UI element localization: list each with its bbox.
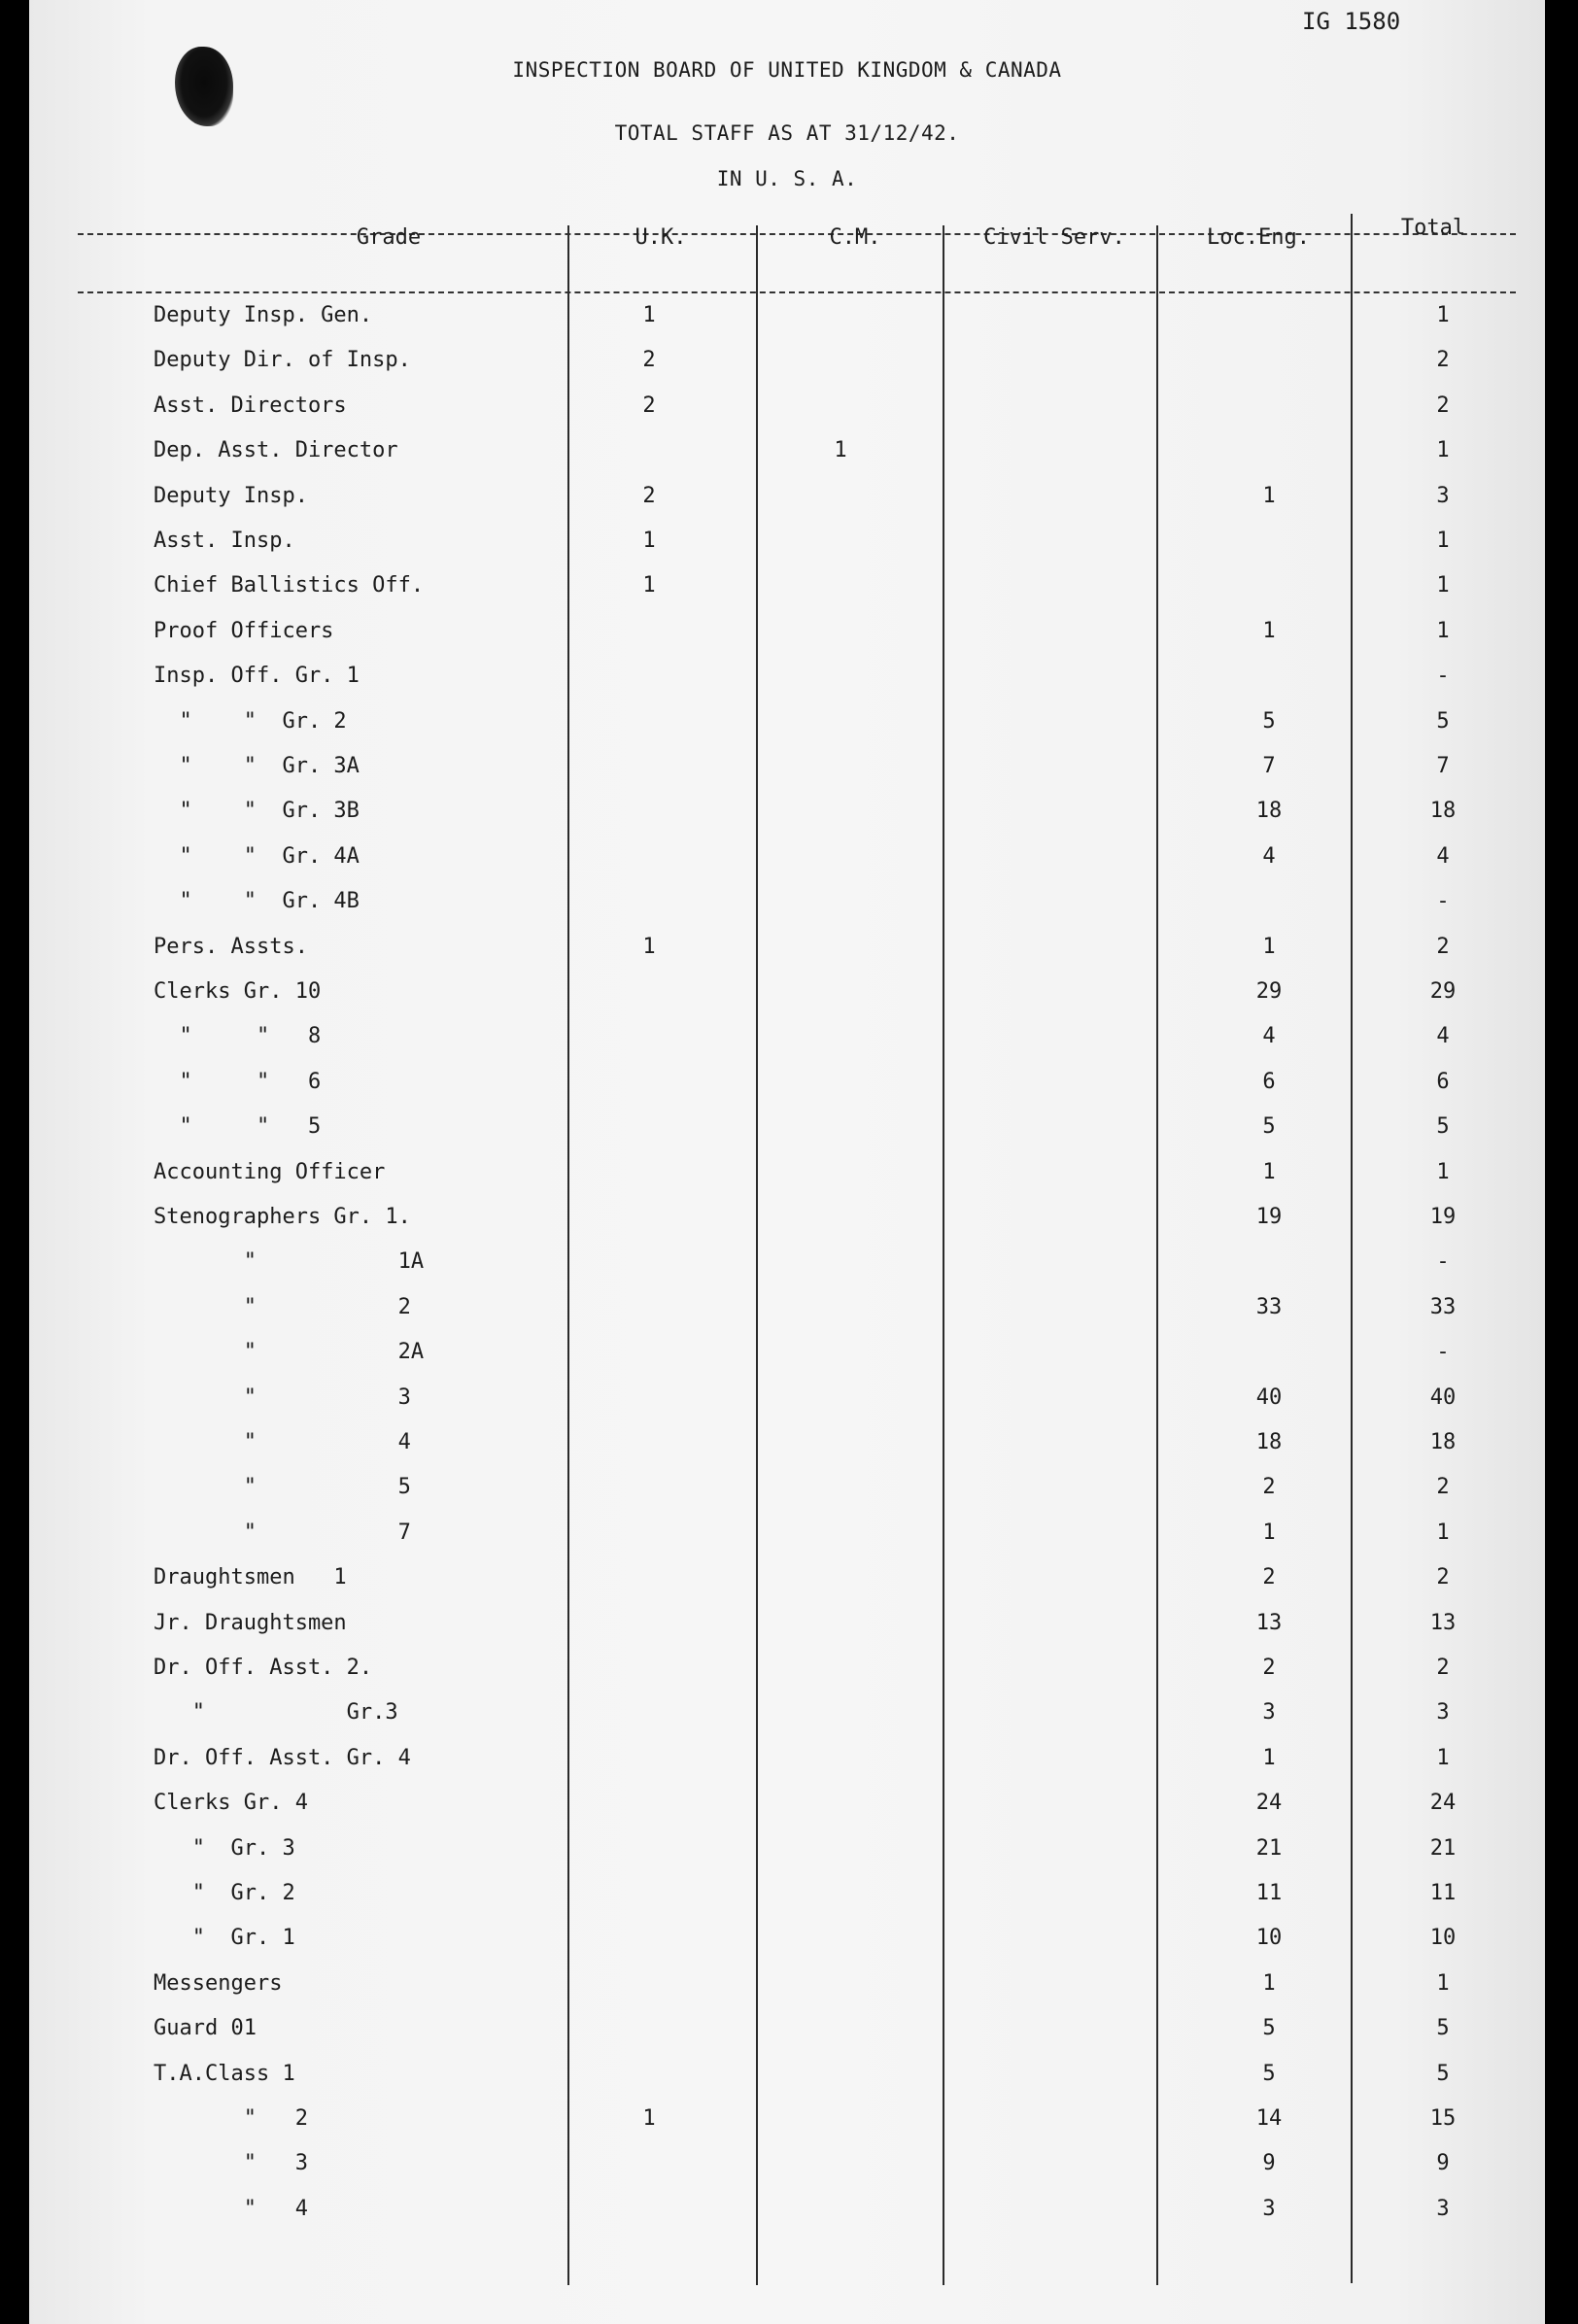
loc-eng-cell: 1 xyxy=(1262,1970,1276,1996)
grade-cell: Chief Ballistics Off. xyxy=(154,573,425,598)
total-cell: 40 xyxy=(1429,1384,1457,1410)
grade-cell: " 7 xyxy=(154,1520,411,1545)
document-reference: IG 1580 xyxy=(1302,8,1401,35)
table-row xyxy=(29,1385,1545,1424)
grade-cell: " 2A xyxy=(154,1340,425,1365)
total-cell: 2 xyxy=(1436,348,1450,373)
grade-cell: " " 8 xyxy=(154,1024,322,1049)
uk-cell: 1 xyxy=(642,934,656,959)
table-row xyxy=(29,1430,1545,1469)
total-cell: 2 xyxy=(1436,1475,1450,1500)
loc-eng-cell: 1 xyxy=(1262,1159,1276,1184)
total-cell: 4 xyxy=(1436,843,1450,869)
table-row xyxy=(29,1249,1545,1288)
table-row xyxy=(29,2062,1545,2101)
total-cell: 7 xyxy=(1436,754,1450,778)
table-row xyxy=(29,1971,1545,2010)
total-cell: 4 xyxy=(1436,1024,1450,1049)
grade-cell: " 2 xyxy=(154,2106,308,2131)
loc-eng-cell: 10 xyxy=(1255,1926,1283,1951)
grade-cell: " 4 xyxy=(154,1430,411,1454)
grade-cell: " Gr. 2 xyxy=(154,1881,295,1905)
table-row xyxy=(29,1926,1545,1965)
table-row xyxy=(29,1340,1545,1379)
header-cm: C.M. xyxy=(829,225,881,250)
grade-cell: " Gr. 3 xyxy=(154,1835,295,1861)
grade-cell: Clerks Gr. 4 xyxy=(154,1791,308,1816)
grade-cell: " " 5 xyxy=(154,1114,322,1140)
uk-cell: 2 xyxy=(642,393,656,418)
total-cell: - xyxy=(1436,1249,1450,1275)
grade-cell: Deputy Insp. xyxy=(154,483,308,508)
loc-eng-cell: 1 xyxy=(1262,1745,1276,1770)
table-row xyxy=(29,1881,1545,1920)
loc-eng-cell: 3 xyxy=(1262,1700,1276,1726)
loc-eng-cell: 40 xyxy=(1255,1384,1283,1410)
grade-cell: " " Gr. 3A xyxy=(154,754,360,778)
loc-eng-cell: 14 xyxy=(1255,2106,1283,2131)
table-row xyxy=(29,393,1545,432)
total-cell: 1 xyxy=(1436,618,1450,643)
total-cell: 5 xyxy=(1436,2016,1450,2041)
total-cell: 19 xyxy=(1429,1205,1457,1229)
table-row xyxy=(29,1836,1545,1875)
uk-cell: 2 xyxy=(642,483,656,508)
table-row xyxy=(29,1295,1545,1334)
grade-cell: " 5 xyxy=(154,1475,411,1500)
table-row xyxy=(29,1070,1545,1109)
grade-cell: Asst. Insp. xyxy=(154,529,295,553)
grade-cell: Guard 01 xyxy=(154,2016,257,2041)
table-header-rule xyxy=(78,291,1516,293)
total-cell: 3 xyxy=(1436,2196,1450,2221)
total-cell: - xyxy=(1436,1340,1450,1365)
total-cell: 3 xyxy=(1436,483,1450,508)
table-row xyxy=(29,1160,1545,1199)
document-location: IN U. S. A. xyxy=(716,167,858,190)
table-row xyxy=(29,844,1545,883)
table-row xyxy=(29,889,1545,928)
grade-cell: Pers. Assts. xyxy=(154,934,308,959)
loc-eng-cell: 1 xyxy=(1262,934,1276,959)
total-cell: 1 xyxy=(1436,573,1450,598)
loc-eng-cell: 11 xyxy=(1255,1881,1283,1905)
loc-eng-cell: 1 xyxy=(1262,483,1276,508)
loc-eng-cell: 21 xyxy=(1255,1835,1283,1861)
loc-eng-cell: 5 xyxy=(1262,1114,1276,1140)
total-cell: 24 xyxy=(1429,1791,1457,1816)
total-cell: 9 xyxy=(1436,2151,1450,2176)
table-row xyxy=(29,438,1545,477)
table-row xyxy=(29,2016,1545,2055)
grade-cell: " " Gr. 3B xyxy=(154,799,360,824)
total-cell: 5 xyxy=(1436,1114,1450,1140)
loc-eng-cell: 5 xyxy=(1262,2061,1276,2086)
loc-eng-cell: 18 xyxy=(1255,1430,1283,1454)
grade-cell: Deputy Dir. of Insp. xyxy=(154,348,411,373)
loc-eng-cell: 1 xyxy=(1262,618,1276,643)
total-cell: 5 xyxy=(1436,2061,1450,2086)
table-row xyxy=(29,754,1545,793)
total-cell: 2 xyxy=(1436,1656,1450,1680)
table-row xyxy=(29,979,1545,1018)
grade-cell: Draughtsmen 1 xyxy=(154,1565,347,1590)
grade-cell: " Gr.3 xyxy=(154,1700,398,1726)
total-cell: 1 xyxy=(1436,438,1450,463)
total-cell: 5 xyxy=(1436,708,1450,734)
header-civil-serv: Civil Serv. xyxy=(983,225,1125,250)
document-title: INSPECTION BOARD OF UNITED KINGDOM & CANADA xyxy=(512,58,1062,82)
grade-cell: T.A.Class 1 xyxy=(154,2061,295,2086)
uk-cell: 1 xyxy=(642,529,656,553)
grade-cell: " 1A xyxy=(154,1249,425,1275)
grade-cell: Asst. Directors xyxy=(154,393,347,418)
grade-cell: Stenographers Gr. 1. xyxy=(154,1205,411,1229)
total-cell: 11 xyxy=(1429,1881,1457,1905)
table-row xyxy=(29,303,1545,342)
document-subtitle: TOTAL STAFF AS AT 31/12/42. xyxy=(614,121,960,145)
loc-eng-cell: 6 xyxy=(1262,1069,1276,1094)
table-row xyxy=(29,2106,1545,2145)
grade-cell: Dep. Asst. Director xyxy=(154,438,398,463)
total-cell: 18 xyxy=(1429,1430,1457,1454)
table-row xyxy=(29,484,1545,523)
grade-cell: " 3 xyxy=(154,2151,308,2176)
table-row xyxy=(29,1024,1545,1063)
loc-eng-cell: 2 xyxy=(1262,1475,1276,1500)
loc-eng-cell: 4 xyxy=(1262,1024,1276,1049)
header-grade: Grade xyxy=(356,225,422,250)
total-cell: 2 xyxy=(1436,1565,1450,1590)
header-total: Total xyxy=(1400,216,1466,240)
grade-cell: Deputy Insp. Gen. xyxy=(154,303,373,327)
loc-eng-cell: 13 xyxy=(1255,1610,1283,1635)
grade-cell: " " Gr. 2 xyxy=(154,708,347,734)
table-row xyxy=(29,1565,1545,1604)
table-row xyxy=(29,1656,1545,1694)
grade-cell: Accounting Officer xyxy=(154,1159,386,1184)
uk-cell: 1 xyxy=(642,573,656,598)
grade-cell: Dr. Off. Asst. Gr. 4 xyxy=(154,1745,411,1770)
total-cell: 33 xyxy=(1429,1294,1457,1319)
loc-eng-cell: 5 xyxy=(1262,2016,1276,2041)
total-cell: - xyxy=(1436,664,1450,689)
grade-cell: Clerks Gr. 10 xyxy=(154,979,322,1004)
table-row xyxy=(29,1611,1545,1650)
total-cell: 3 xyxy=(1436,1700,1450,1726)
table-row xyxy=(29,619,1545,658)
loc-eng-cell: 7 xyxy=(1262,754,1276,778)
loc-eng-cell: 18 xyxy=(1255,799,1283,824)
uk-cell: 2 xyxy=(642,348,656,373)
total-cell: 1 xyxy=(1436,1159,1450,1184)
table-row xyxy=(29,2197,1545,2236)
table-row xyxy=(29,2151,1545,2190)
total-cell: 18 xyxy=(1429,799,1457,824)
grade-cell: " Gr. 1 xyxy=(154,1926,295,1951)
cm-cell: 1 xyxy=(834,438,847,463)
grade-cell: Insp. Off. Gr. 1 xyxy=(154,664,360,689)
total-cell: 1 xyxy=(1436,303,1450,327)
header-loc-eng: Loc.Eng. xyxy=(1207,225,1310,250)
loc-eng-cell: 2 xyxy=(1262,1565,1276,1590)
grade-cell: " 3 xyxy=(154,1384,411,1410)
table-row xyxy=(29,1205,1545,1244)
grade-cell: Proof Officers xyxy=(154,618,334,643)
grade-cell: Dr. Off. Asst. 2. xyxy=(154,1656,373,1680)
total-cell: 1 xyxy=(1436,1970,1450,1996)
total-cell: 2 xyxy=(1436,934,1450,959)
table-row xyxy=(29,1521,1545,1559)
total-cell: 1 xyxy=(1436,529,1450,553)
total-cell: - xyxy=(1436,889,1450,914)
loc-eng-cell: 3 xyxy=(1262,2196,1276,2221)
loc-eng-cell: 1 xyxy=(1262,1520,1276,1545)
total-cell: 15 xyxy=(1429,2106,1457,2131)
table-row xyxy=(29,348,1545,387)
table-row xyxy=(29,573,1545,612)
grade-cell: " 2 xyxy=(154,1294,411,1319)
total-cell: 6 xyxy=(1436,1069,1450,1094)
grade-cell: Jr. Draughtsmen xyxy=(154,1610,347,1635)
table-row xyxy=(29,1791,1545,1829)
uk-cell: 1 xyxy=(642,2106,656,2131)
table-row xyxy=(29,664,1545,702)
grade-cell: " " Gr. 4A xyxy=(154,843,360,869)
total-cell: 10 xyxy=(1429,1926,1457,1951)
grade-cell: " " Gr. 4B xyxy=(154,889,360,914)
total-cell: 2 xyxy=(1436,393,1450,418)
table-row xyxy=(29,1475,1545,1514)
document-page xyxy=(29,0,1545,2324)
table-row xyxy=(29,529,1545,567)
total-cell: 21 xyxy=(1429,1835,1457,1861)
loc-eng-cell: 2 xyxy=(1262,1656,1276,1680)
loc-eng-cell: 33 xyxy=(1255,1294,1283,1319)
loc-eng-cell: 4 xyxy=(1262,843,1276,869)
loc-eng-cell: 24 xyxy=(1255,1791,1283,1816)
total-cell: 13 xyxy=(1429,1610,1457,1635)
loc-eng-cell: 29 xyxy=(1255,979,1283,1004)
total-cell: 1 xyxy=(1436,1745,1450,1770)
table-row xyxy=(29,1700,1545,1739)
table-row xyxy=(29,709,1545,748)
loc-eng-cell: 9 xyxy=(1262,2151,1276,2176)
total-cell: 1 xyxy=(1436,1520,1450,1545)
grade-cell: Messengers xyxy=(154,1970,283,1996)
loc-eng-cell: 5 xyxy=(1262,708,1276,734)
table-row xyxy=(29,799,1545,837)
table-row xyxy=(29,1746,1545,1785)
uk-cell: 1 xyxy=(642,303,656,327)
grade-cell: " " 6 xyxy=(154,1069,322,1094)
table-row xyxy=(29,1114,1545,1153)
total-cell: 29 xyxy=(1429,979,1457,1004)
header-uk: U.K. xyxy=(635,225,687,250)
loc-eng-cell: 19 xyxy=(1255,1205,1283,1229)
table-row xyxy=(29,935,1545,974)
grade-cell: " 4 xyxy=(154,2196,308,2221)
